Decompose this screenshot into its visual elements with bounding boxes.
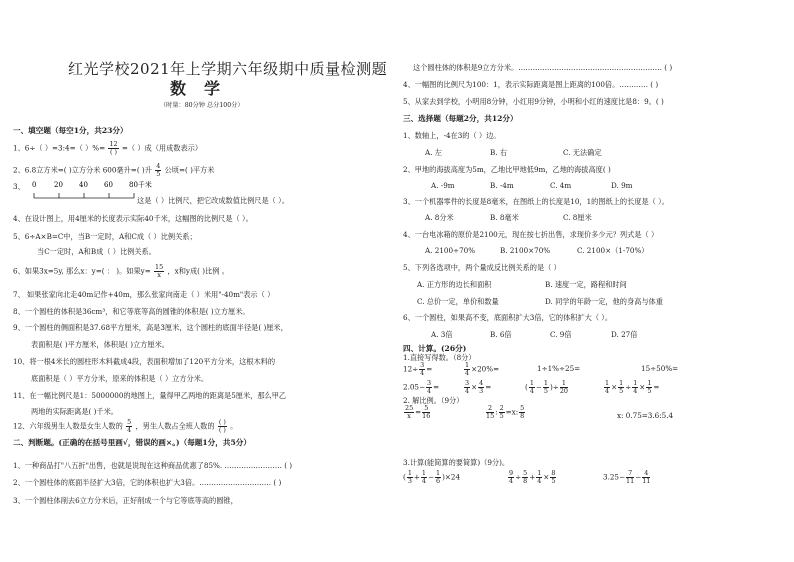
q2-fraction	[155, 163, 161, 178]
choice-6-option-d: D. 27倍	[611, 330, 638, 339]
section-choice-heading: 三、选择题（每题2分，共12分）	[403, 114, 518, 123]
choice-1-option-b: B. 右	[490, 148, 508, 157]
choice-5-option-b: B. 速度一定，路程和时间	[545, 280, 627, 289]
q6-frac-den: x	[157, 271, 161, 279]
choice-2-option-b: B. -4m	[490, 181, 514, 190]
question-6	[13, 264, 229, 279]
scale-label-80km: 80千米	[129, 181, 152, 189]
judge-3-cont: 这个圆柱体的体积是9立方分米。…………………………………………………… ( )	[413, 63, 673, 72]
scale-label-40: 40	[79, 181, 88, 189]
q6-fraction	[154, 264, 164, 279]
choice-6-option-a: A. 3倍	[431, 330, 453, 339]
q2-frac-num: 4	[156, 162, 161, 170]
question-9b: 表面积是( )平方厘米，体积是( )立方厘米。	[31, 340, 169, 349]
choice-1-option-a: A. 左	[425, 148, 442, 157]
question-10a: 10、将一根4米长的圆柱形木料截成4段，表面积增加了120平方分米，这根木料的	[13, 357, 276, 366]
q12-fraction-2	[218, 419, 227, 434]
choice-3-option-c: C. 8厘米	[563, 213, 592, 222]
right-column	[397, 0, 794, 562]
choice-4: 4、一台电冰箱的原价是2100元，现在按七折出售，求现价多少元？列式是（ ）	[403, 230, 659, 239]
choice-2-option-a: A. -9m	[431, 181, 455, 190]
choice-4-option-b: B. 2100×70%	[500, 246, 551, 255]
q12-frac2-den: ( )	[218, 426, 226, 434]
exam-info: （时量：80分钟 总分100分）	[160, 102, 244, 109]
choice-3-option-b: B. 8毫米	[490, 213, 519, 222]
choice-6: 6、一个圆柱，如果高不变，底面积扩大3倍，它的体积扩大（ ）。	[403, 313, 613, 322]
choice-5-option-c: C. 总价一定，单价和数量	[417, 297, 499, 306]
calc-item-7: ( $\frac{1}{4}$ − $\frac{1}{5}$ )÷ $\frac{1}{20}$	[525, 379, 568, 395]
scale-label-60: 60	[104, 181, 113, 189]
question-7: 7、 如果张家向北走40m记作+40m，那么张家向南走（ ）米用"-40m"表示（ ）	[13, 290, 275, 299]
choice-4-option-a: A. 2100÷70%	[425, 246, 476, 255]
scale-label-20: 20	[54, 181, 63, 189]
judge-4: 4、一幅图的比例尺为100：1，表示实际距离是图上距离的100倍。………… ( )	[403, 80, 659, 89]
q1-frac-den: ( )	[109, 148, 118, 156]
choice-5-option-a: A. 正方形的边长和面积	[417, 280, 492, 289]
section-fill-in-heading: 一、填空题（每空1分，共23分）	[13, 126, 128, 135]
q12-text-b: ，男生人数占全班人数的	[135, 421, 215, 431]
choice-2-option-d: D. 9m	[611, 181, 633, 190]
calc-2-heading: 2. 解比例。（9分）	[403, 396, 464, 405]
calc-1-heading: 1.直接写得数。（8分）	[403, 353, 476, 362]
question-5b: 当C一定时，A和B成（ ）比例关系。	[37, 247, 156, 256]
calc-item-2: $\frac{1}{4}$ ×20%=	[465, 361, 500, 377]
q6-text-b: ，x和y成( )比例 。	[167, 266, 229, 276]
question-9a: 9、一个圆柱的侧面积是37.68平方厘米，高是3厘米，这个圆柱的底面半径是( )厘米，	[13, 323, 288, 332]
calc-item-1: 12÷ $\frac{3}{4}$ =	[403, 361, 433, 377]
choice-6-option-c: C. 9倍	[550, 330, 572, 339]
question-2	[13, 163, 214, 178]
choice-3-option-a: A. 8分米	[425, 213, 454, 222]
question-4: 4、在设计图上，用4厘米的长度表示实际40千米，这幅图的比例尺是（ ）。	[13, 214, 253, 223]
judge-2: 2、一个圆柱体的底面半径扩大3倍，它的体积也扩大3倍。………………………… ( )	[13, 478, 282, 487]
question-11b: 两地的实际距离是( )千米。	[31, 407, 118, 416]
q1-fraction	[108, 141, 118, 156]
judge-1: 1、一种商品打"八五折"出售，也就是说现在这种商品优惠了85%. …………………… ( )	[13, 461, 293, 470]
section-calc-heading: 四、计算。(26分)	[403, 344, 467, 353]
calc-item-3: 1÷1%÷25=	[537, 364, 581, 373]
q12-text-a: 12、六年级男生人数是女生人数的	[13, 421, 123, 431]
q1-frac-num: 12	[109, 140, 118, 148]
q12-frac-den: 4	[127, 426, 132, 434]
section-judge-heading: 二、判断题。(正确的在括号里画√，错误的画×。)（每题1分，共5分）	[13, 438, 251, 447]
q1-text-b: =（ ）成（用成数表示）	[121, 143, 203, 153]
q2-text-b: 公顷=( )平方米	[164, 165, 215, 175]
calc-item-5: 2.05− $\frac{3}{4}$ =	[403, 379, 440, 395]
q12-frac2-num: ( )	[218, 418, 226, 426]
page-title: 红光学校2021年上学期六年级期中质量检测题	[68, 60, 388, 78]
choice-5-option-d: D. 同学的年龄一定，他的身高与体重	[545, 297, 663, 306]
question-5a: 5、6÷A×B=C中，当B一定时，A和C成（ ）比例关系；	[13, 232, 197, 241]
q12-text-c: 。	[230, 421, 238, 431]
question-3-label: 3、	[13, 182, 25, 191]
q6-frac-num: 15	[155, 263, 164, 271]
judge-3: 3、一个圆柱体削去6立方分米后，正好削成一个与它等底等高的圆锥，	[13, 496, 238, 505]
subject-title: 数学	[170, 79, 239, 98]
calc-3-heading: 3.计算(能简算的要简算)（9分)。	[403, 458, 510, 467]
choice-2-option-c: C. 4m	[550, 181, 572, 190]
choice-1: 1、数轴上，-4在3的（ ）边。	[403, 131, 501, 140]
q12-frac-num: 5	[127, 418, 132, 426]
choice-1-option-c: C. 无法确定	[563, 148, 602, 157]
question-12	[13, 419, 237, 434]
proportion-2: $\frac{2}{15}$ : $\frac{2}{5}$ =x: $\frac{5}{8}$	[486, 404, 525, 420]
choice-5: 5、下列各选项中，两个量成反比例关系的是（ ）	[403, 263, 561, 272]
simplify-3: 3.25− $\frac{7}{11}$ − $\frac{4}{11}$	[603, 469, 651, 485]
q12-fraction	[126, 419, 132, 434]
q2-text-a: 2、6.8立方米=( )立方分米 600毫升=( )升	[13, 165, 152, 175]
scale-label-0: 0	[32, 181, 37, 189]
q2-frac-den: 5	[156, 170, 161, 178]
choice-2: 2、甲地的海拔高度为5m，乙地比甲地低9m，乙地的海拔高度( )	[403, 165, 611, 174]
question-1	[13, 141, 202, 156]
judge-5: 5、从家去到学校，小明用8分钟，小红用9分钟，小明和小红的速度比是8：9。( )	[403, 97, 664, 106]
question-11a: 11、在一幅比例尺是1：5000000的地图上，量得甲乙两地的距离是5厘米，那么甲乙	[13, 391, 287, 400]
q6-text-a: 6、如果3x=5y, 那么x：y=( ： )。如果y=	[13, 266, 151, 276]
simplify-2: $\frac{9}{4}$ ÷ $\frac{5}{8}$ + $\frac{1}{4}$ × $\frac{8}{5}$	[509, 469, 556, 485]
proportion-3: x: 0.75=3.6:5.4	[617, 411, 674, 420]
choice-6-option-b: B. 6倍	[490, 330, 512, 339]
question-8: 8、一个圆柱的体积是36cm³，和它等底等高的圆锥的体积是( )立方厘米。	[13, 307, 250, 316]
simplify-1: ( $\frac{1}{3}$ + $\frac{1}{4}$ − $\frac{1}{6}$ )×24	[403, 469, 461, 485]
question-10b: 底面积是（ ）平方分米，原来的体积是（ ）立方分米。	[31, 374, 209, 383]
choice-4-option-c: C. 2100×（1-70%）	[577, 246, 649, 255]
calc-item-6: $\frac{3}{4}$ × $\frac{4}{3}$ =	[465, 379, 492, 395]
choice-3: 3、一个机器零件的长度是8毫米，在图纸上的长度是10，1的图纸上的长度是（ ）。	[403, 197, 669, 206]
calc-item-8: $\frac{1}{4}$ × $\frac{1}{5}$ ÷ $\frac{1}{4}$ × $\frac{1}{5}$ =	[605, 379, 660, 395]
proportion-1: $\frac{25}{x}$ = $\frac{5}{16}$	[405, 404, 431, 420]
calc-item-4: 15÷50%=	[641, 364, 679, 373]
q1-text-a: 1、6÷（ ）=3:4=（ ）%=	[13, 143, 106, 153]
question-3-text: 这是（ ）比例尺，把它改成数值比例尺是（ ）。	[137, 196, 289, 205]
